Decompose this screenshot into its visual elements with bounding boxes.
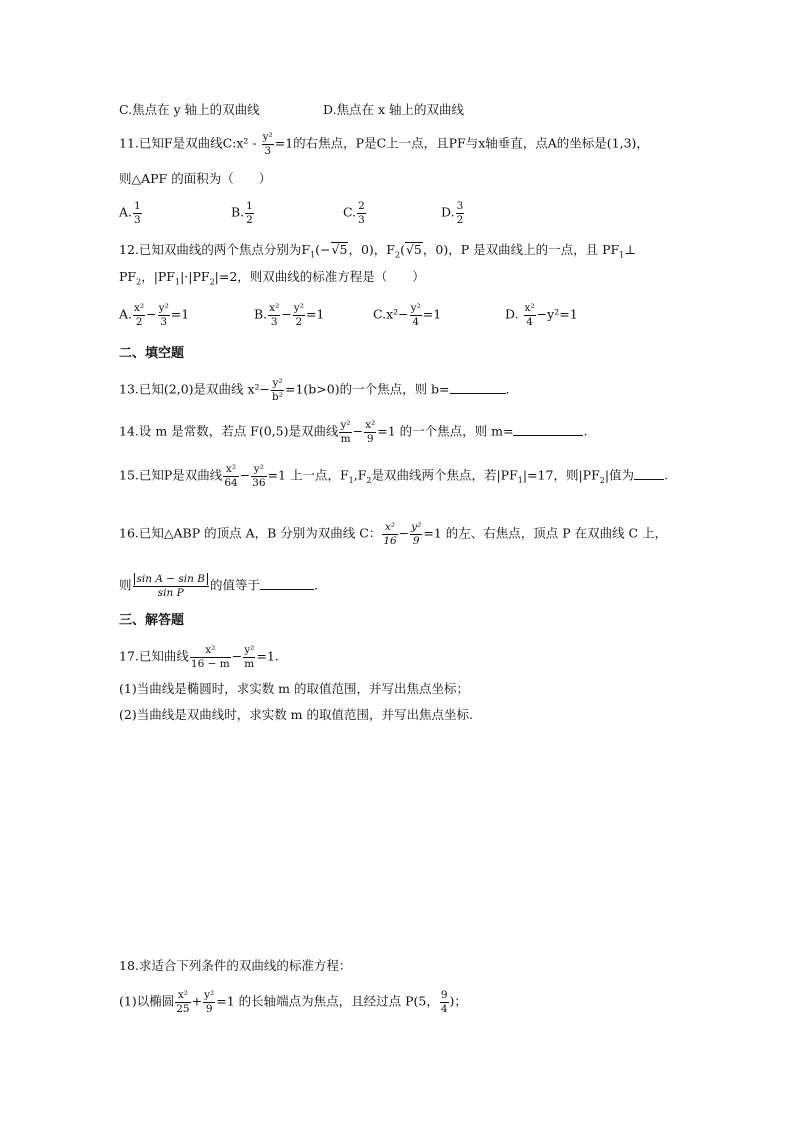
question-16-line2: 则 $\frac{\text{sin A − sin B}}{\text{sin P}}$ 的值等于 . (119, 573, 318, 599)
question-18-sub1: (1)以椭圆 $\frac{\text{x²}}{25}$ + $\frac{\text{y²}}{9}$ =1 的长轴端点为焦点，且经过点 P(5， $\frac{9}{4}$ )； (119, 989, 467, 1015)
q12-option-a: A. $\frac{\text{x²}}{2}$ − $\frac{\text{y²}}{3}$ =1 (119, 302, 190, 328)
section-heading-solve: 三、解答题 (119, 613, 185, 628)
question-18: 18.求适合下列条件的双曲线的标准方程： (119, 958, 352, 973)
question-number: 11. (119, 135, 139, 151)
answer-blank[interactable] (513, 423, 583, 436)
fraction: $\frac{\text{y²}}{3}$ (262, 131, 273, 157)
sqrt: √5 (331, 242, 348, 257)
q12-option-d: D. $\frac{\text{x²}}{4}$ −y²=1 (505, 302, 578, 328)
answer-blank[interactable] (260, 577, 314, 590)
q11-option-c: C. $\frac{2}{3}$ (343, 200, 365, 226)
question-16: 16.已知△ABP 的顶点 A，B 分别为双曲线 C： $\frac{\text{x²}}{16}$ − $\frac{\text{y²}}{9}$ =1 的左、右焦点，顶点 P 在双曲线 C 上， (119, 521, 668, 547)
section-heading-fill-in: 二、填空题 (119, 346, 185, 361)
sqrt: √5 (405, 242, 422, 257)
q10-option-d: D.焦点在 x 轴上的双曲线 (323, 102, 465, 117)
question-text: 已知F是双曲线C:x² - (138, 135, 261, 151)
question-13: 13.已知(2,0)是双曲线 x²− $\frac{\text{y²}}{\text{b²}}$ =1(b>0)的一个焦点，则 b= . (119, 377, 510, 403)
q11-option-d: D. $\frac{3}{2}$ (441, 200, 464, 226)
answer-blank[interactable] (634, 467, 664, 480)
question-17-sub1: (1)当曲线是椭圆时，求实数 m 的取值范围，并写出焦点坐标； (119, 681, 470, 696)
question-15: 15.已知P是双曲线 $\frac{\text{x²}}{64}$ − $\frac{\text{y²}}{36}$ =1 上一点，$F_1,F_2$是双曲线两个焦点，若$|PF_1|=17$，则$|PF_2|$值为 . (119, 463, 669, 489)
question-11-line2: 则△APF 的面积为（ ） (119, 171, 272, 186)
q11-option-b: B. $\frac{1}{2}$ (231, 200, 253, 226)
answer-blank[interactable] (450, 381, 506, 394)
q11-option-a: A. $\frac{1}{3}$ (119, 200, 141, 226)
question-12: 12.已知双曲线的两个焦点分别为$F_1(-√5$，0)，$F_2(√5$，0)，P 是双曲线上的一点，且 $PF_1\perp$ (119, 242, 637, 260)
q12-option-c: C.x²− $\frac{\text{y²}}{4}$ =1 (373, 302, 442, 328)
question-14: 14.设 m 是常数，若点 F(0,5)是双曲线 $\frac{\text{y²}}{m}$ − $\frac{\text{x²}}{9}$ =1 的一个焦点，则 m= . (119, 419, 588, 445)
q10-option-c: C.焦点在 y 轴上的双曲线 (119, 102, 260, 117)
question-text: =1的右焦点，P是C上一点，且PF与x轴垂直，点A的坐标是(1,3)， (274, 135, 649, 151)
q12-option-b: B. $\frac{\text{x²}}{3}$ − $\frac{\text{y²}}{2}$ =1 (254, 302, 325, 328)
question-11 (119, 132, 649, 156)
question-17-sub2: (2)当曲线是双曲线时，求实数 m 的取值范围，并写出焦点坐标. (119, 707, 473, 722)
question-12-line2: $PF_2$，$|PF_1|\cdot|PF_2|=2$，则双曲线的标准方程是（ ） (119, 269, 425, 287)
question-17: 17.已知曲线 $\frac{\text{x²}}{16 - m}$ − $\frac{\text{y²}}{m}$ =1. (119, 644, 279, 670)
